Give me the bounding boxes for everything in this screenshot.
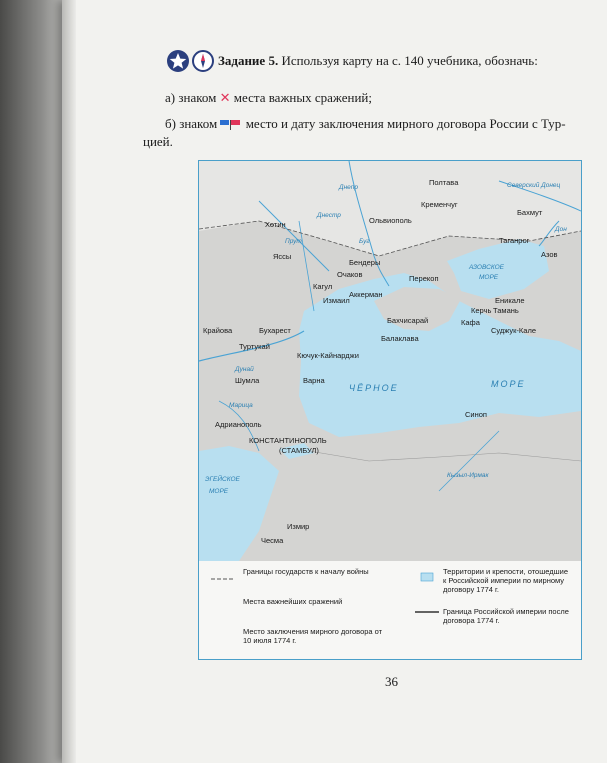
sea-label: ЭГЕЙСКОЕ bbox=[205, 476, 240, 483]
compass-icon bbox=[192, 50, 214, 72]
city-label: КОНСТАНТИНОПОЛЬ bbox=[249, 436, 327, 445]
city-label: Кременчуг bbox=[421, 200, 458, 209]
city-label: Еникале bbox=[495, 296, 525, 305]
legend-item-treaty: Место заключения мирного договора от 10 июля 1774 г. bbox=[243, 627, 383, 645]
city-label: Бахмут bbox=[517, 208, 543, 217]
river-label: Марица bbox=[229, 402, 253, 409]
city-label: Кагул bbox=[313, 282, 333, 291]
river-label: Кызыл-Ирмак bbox=[447, 472, 489, 479]
river-label: Днепр bbox=[339, 184, 358, 191]
sea-label: МОРЕ bbox=[479, 274, 499, 281]
task-item-b bbox=[165, 116, 566, 132]
city-label: Измаил bbox=[323, 296, 350, 305]
city-label: Таганрог bbox=[499, 236, 530, 245]
historical-map bbox=[198, 160, 582, 660]
city-label: Азов bbox=[541, 250, 558, 259]
river-label: Днестр bbox=[317, 212, 341, 219]
city-label: Кафа bbox=[461, 318, 480, 327]
star-icon bbox=[167, 50, 189, 72]
city-label: Адрианополь bbox=[215, 420, 262, 429]
flags-icon bbox=[220, 120, 242, 130]
page-edge bbox=[62, 0, 76, 763]
city-label: Суджук-Кале bbox=[491, 326, 537, 335]
city-label: Бахчисарай bbox=[387, 316, 429, 325]
city-label: Туртукай bbox=[239, 342, 270, 351]
river-label: Дон bbox=[555, 226, 567, 233]
task-instruction: Используя карту на с. 140 учебника, обозначь: bbox=[281, 53, 538, 68]
city-label: Хотин bbox=[265, 220, 286, 229]
city-label: Аккерман bbox=[349, 290, 383, 299]
city-label: Крайова bbox=[203, 326, 233, 335]
river-label: Дунай bbox=[235, 366, 254, 373]
legend-item-territories: Территории и крепости, отошедшие к Российской империи по мирному договору 1774 г. bbox=[443, 567, 568, 594]
sea-label: АЗОВСКОЕ bbox=[469, 264, 504, 271]
city-label: (СТАМБУЛ) bbox=[279, 446, 319, 455]
city-label: Перекоп bbox=[409, 274, 439, 283]
city-label: Яссы bbox=[273, 252, 292, 261]
city-label: Ольвиополь bbox=[369, 216, 412, 225]
river-label: Северский Донец bbox=[507, 182, 561, 189]
book-spine bbox=[0, 0, 70, 763]
city-label: Синоп bbox=[465, 410, 487, 419]
item-a-label: а) знаком bbox=[165, 90, 217, 105]
task-item-b-cont: цией. bbox=[143, 134, 173, 149]
river-label: Буг bbox=[359, 238, 370, 245]
city-label: Варна bbox=[303, 376, 325, 385]
city-label: Бухарест bbox=[259, 326, 291, 335]
legend-item-battles: Места важнейших сражений bbox=[243, 597, 343, 606]
task-title: Задание 5. bbox=[218, 53, 279, 68]
city-label: Полтава bbox=[429, 178, 459, 187]
page-number: 36 bbox=[385, 674, 398, 689]
task-item-a bbox=[165, 90, 372, 106]
city-label: Очаков bbox=[337, 270, 363, 279]
city-label: Бендеры bbox=[349, 258, 381, 267]
city-label: Балаклава bbox=[381, 334, 419, 343]
sea-label: МОРЕ bbox=[491, 379, 526, 389]
city-label: Шумла bbox=[235, 376, 260, 385]
legend-item-borders: Границы государств к началу войны bbox=[243, 567, 369, 576]
item-b-text: место и дату заключения мирного договора России с Тур- bbox=[245, 116, 566, 131]
item-b-label: б) знаком bbox=[165, 116, 218, 131]
city-label: Керчь bbox=[471, 306, 492, 315]
task-heading bbox=[218, 53, 538, 69]
city-label: Тамань bbox=[493, 306, 519, 315]
legend-territory-symbol bbox=[421, 573, 433, 581]
item-a-text: места важных сражений; bbox=[233, 90, 372, 105]
cross-icon: ✕ bbox=[219, 91, 231, 106]
city-label: Измир bbox=[287, 522, 310, 531]
sea-label: МОРЕ bbox=[209, 488, 229, 495]
sea-label: ЧЁРНОЕ bbox=[349, 383, 399, 393]
city-label: Чесма bbox=[261, 536, 284, 545]
city-label: Кючук-Кайнарджи bbox=[297, 351, 359, 360]
river-label: Прут bbox=[285, 238, 302, 245]
legend-item-new-border: Граница Российской империи после договора 1774 г. bbox=[443, 607, 569, 625]
